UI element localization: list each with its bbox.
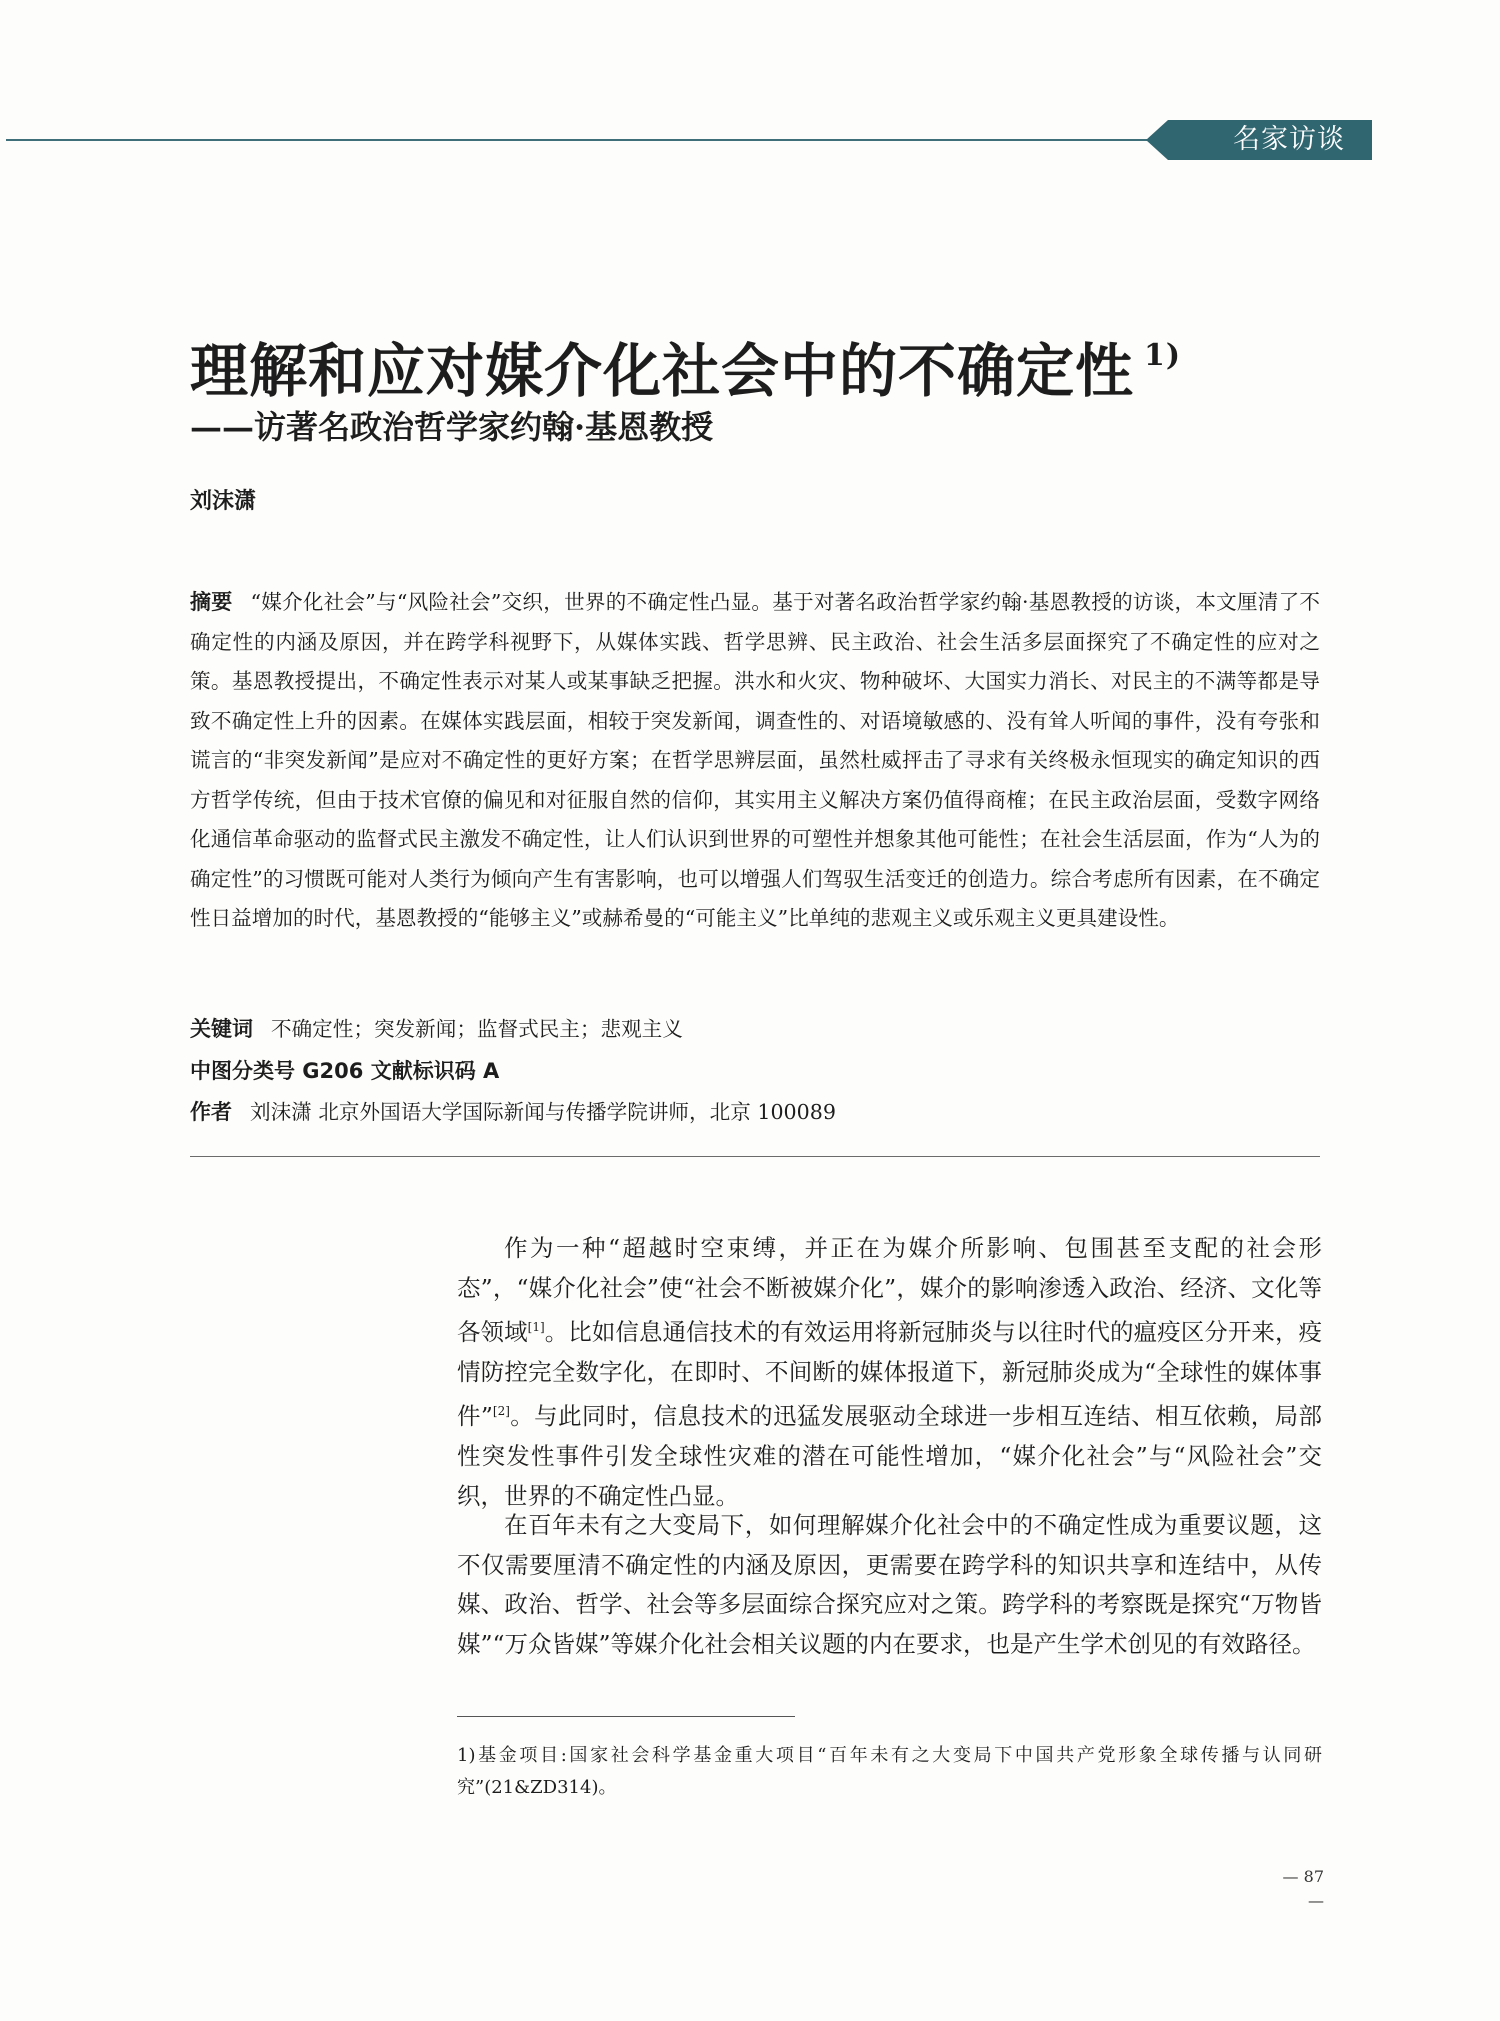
citation-1: [1]: [527, 1320, 545, 1335]
p1-part-c: 。与此同时，信息技术的迅猛发展驱动全球进一步相互连结、相互依赖，局部性突发性事件引发全球性灾难的潜在可能性增加，“媒介化社会”与“风险社会”交织，世界的不确定性凸显。: [457, 1402, 1323, 1510]
footnote: 1)基金项目:国家社会科学基金重大项目“百年未有之大变局下中国共产党形象全球传播与认同研究”(21&ZD314)。: [457, 1745, 1322, 1798]
section-label: 名家访谈: [1233, 124, 1345, 155]
abstract-label: 摘要: [190, 590, 233, 614]
abstract-text: “媒介化社会”与“风险社会”交织，世界的不确定性凸显。基于对著名政治哲学家约翰·基恩教授的访谈，本文厘清了不确定性的内涵及原因，并在跨学科视野下，从媒体实践、哲学思辨、民主政治、社会生活多层面探究了不确定性的应对之策。基恩教授提出，不确定性表示对某人或某事缺乏把握。洪水和火灾、物种破坏、大国实力消长、对民主的不满等都是导致不确定性上升的因素。在媒体实践层面，相较于突发新闻，调查性的、对语境敏感的、没有耸人听闻的事件，没有夸张和谎言的“非突发新闻”是应对不确定性的更好方案；在哲学思辨层面，虽然杜威抨击了寻求有关终极永恒现实的确定知识的西方哲学传统，但由于技术官僚的偏见和对征服自然的信仰，其实用主义解决方案仍值得商榷；在民主政治层面，受数字网络化通信革命驱动的监督式民主激发不确定性，让人们认识到世界的可塑性并想象其他可能性；在社会生活层面，作为“人为的确定性”的习惯既可能对人类行为倾向产生有害影响，也可以增强人们驾驭生活变迁的创造力。综合考虑所有因素，在不确定性日益增加的时代，基恩教授的“能够主义”或赫希曼的“可能主义”比单纯的悲观主义或乐观主义更具建设性。: [190, 590, 1321, 930]
author-info: [190, 1094, 1320, 1130]
footnote-divider: [457, 1716, 795, 1717]
keywords-text: 不确定性；突发新闻；监督式民主；悲观主义: [271, 1017, 683, 1041]
abstract: [190, 583, 1320, 939]
author-info-label: 作者: [190, 1100, 232, 1124]
title-footnote-mark: 1): [1144, 338, 1182, 373]
article-title: [190, 318, 1340, 409]
section-divider: [190, 1156, 1320, 1157]
body-paragraph-1: [457, 1229, 1322, 1516]
author-info-text: 刘沫潇 北京外国语大学国际新闻与传播学院讲师，北京 100089: [250, 1100, 836, 1124]
body-paragraph-2: 在百年未有之大变局下，如何理解媒介化社会中的不确定性成为重要议题，这不仅需要厘清不确定性的内涵及原因，更需要在跨学科的知识共享和连结中，从传媒、政治、哲学、社会等多层面综合探究应对之策。跨学科的考察既是探究“万物皆媒”“万众皆媒”等媒介化社会相关议题的内在要求，也是产生学术创见的有效路径。: [457, 1511, 1322, 1658]
page-number: — 87 —: [1282, 1867, 1324, 1910]
p1-part-a: 作为一种“超越时空束缚，并正在为媒介所影响、包围甚至支配的社会形态”，“媒介化社会”使“社会不断被媒介化”，媒介的影响渗透入政治、经济、文化等各领域: [457, 1234, 1322, 1347]
keywords: [190, 1011, 1320, 1047]
article-subtitle: ——访著名政治哲学家约翰·基恩教授: [190, 408, 714, 446]
title-text: 理解和应对媒介化社会中的不确定性: [190, 337, 1135, 405]
p1-part-b: 。比如信息通信技术的有效运用将新冠肺炎与以往时代的瘟疫区分开来，疫情防控完全数字化，在即时、不间断的媒体报道下，新冠肺炎成为“全球性的媒体事件”: [457, 1318, 1323, 1431]
keywords-label: 关键词: [190, 1017, 253, 1041]
author-name: 刘沫潇: [190, 489, 257, 514]
classification: 中图分类号 G206 文献标识码 A: [190, 1059, 500, 1083]
header-rule: [6, 139, 1166, 141]
citation-2: [2]: [492, 1404, 510, 1419]
